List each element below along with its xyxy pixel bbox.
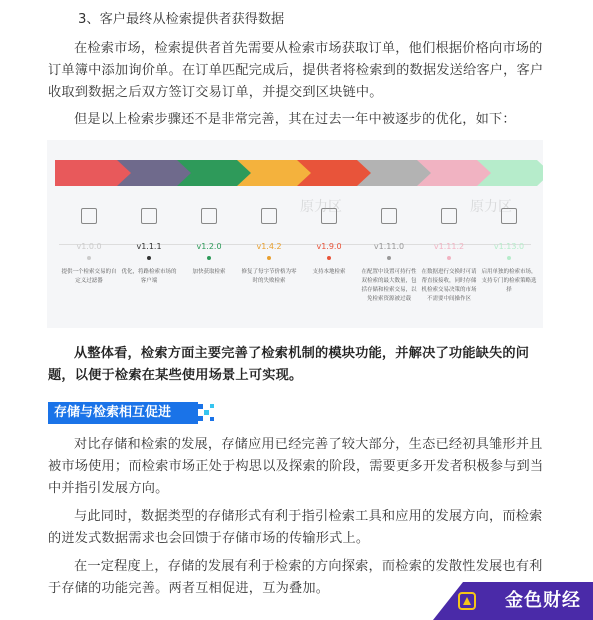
timeline-version: v1.1.1 xyxy=(136,242,162,251)
plus-doc-icon xyxy=(141,208,157,224)
paragraph-3: 从整体看，检索方面主要完善了检索机制的模块功能，并解决了功能缺失的问题，以便于检索在某些使用场景上可实现。 xyxy=(48,346,530,383)
shield-icon xyxy=(381,208,397,224)
timeline-description: 在数据进行交换时可请帮直接接收，同时存储机检索交易决策的市场不需要中间操作区 xyxy=(421,269,477,302)
timeline-version: v1.11.0 xyxy=(373,242,405,251)
timeline-description: 提供一个检索交易的自定义过滤器 xyxy=(61,269,117,284)
paragraph-4: 对比存储和检索的发展，存储应用已经完善了较大部分，生态已经初具雏形并且被市场使用；而检索市场正处于构思以及探索的阶段，需要更多开发者积极参与到当中并指引发展方向。 xyxy=(48,437,544,496)
timeline-dot xyxy=(207,256,211,260)
timeline-dot xyxy=(507,256,511,260)
timeline-version: v1.11.2 xyxy=(433,242,465,251)
upload-icon xyxy=(261,208,277,224)
paragraph-2: 但是以上检索步骤还不是非常完善，其在过去一年中被逐步的优化，如下： xyxy=(74,112,516,127)
timeline-dot xyxy=(327,256,331,260)
paragraph-1: 在检索市场，检索提供者首先需要从检索市场获取订单，他们根据价格向市场的订单簿中添加询价单。在订单匹配完成后，提供者将检索到的数据发送给客户，客户收取到数据之后双方签订交易订单，并提交到区块链中。 xyxy=(48,41,544,100)
gear-icon xyxy=(441,208,457,224)
timeline-dot xyxy=(387,256,391,260)
section-subheading: 3、客户最终从检索提供者获得数据 xyxy=(78,12,285,27)
timeline-version: v1.0.0 xyxy=(76,242,102,251)
pixel-decoration-icon xyxy=(198,402,218,424)
logo-icon xyxy=(457,591,477,611)
timeline-version: v1.13.0 xyxy=(493,242,525,251)
timeline-version: v1.9.0 xyxy=(316,242,342,251)
timeline-version: v1.4.2 xyxy=(256,242,282,251)
watermark: 原力区 xyxy=(300,199,342,215)
timeline-dot xyxy=(267,256,271,260)
timeline-description: 支持本地检索 xyxy=(312,269,346,275)
timeline-dot xyxy=(87,256,91,260)
timeline-dot xyxy=(447,256,451,260)
timeline-arrow xyxy=(55,160,131,186)
timeline-description: 优化，将路检索市场的客户端 xyxy=(121,269,177,284)
paragraph-6: 在一定程度上，存储的发展有利于检索的方向探索，而检索的发散性发展也有利于存储的功能完善。两者互相促进，互为叠加。 xyxy=(48,559,543,596)
timeline-version: v1.2.0 xyxy=(196,242,222,251)
arrow-band xyxy=(47,150,543,210)
brand-logo-text: 金色财经 xyxy=(505,590,581,611)
timeline-description: 修复了每字节价格为零时的失败检索 xyxy=(241,269,297,284)
paragraph-5: 与此同时，数据类型的存储形式有利于指引检索工具和应用的发展方向，而检索的迸发式数据需求也会回馈于存储市场的传输形式上。 xyxy=(48,509,543,546)
section-title: 存储与检索相互促进 xyxy=(48,402,198,424)
timeline-diagram xyxy=(47,140,543,328)
watermark: 原力区 xyxy=(470,199,512,215)
timeline-dot xyxy=(147,256,151,260)
network-icon xyxy=(201,208,217,224)
bar-chart-icon xyxy=(81,208,97,224)
timeline-description: 启用单独的检索市场，支持专门的检索策略选择 xyxy=(481,269,537,293)
timeline-description: 在配置中设置可持行性双检索的最大数量，包括存储和检索交易，以免检索资源被过载 xyxy=(361,269,417,302)
timeline-description: 加快获取检索 xyxy=(192,269,226,275)
